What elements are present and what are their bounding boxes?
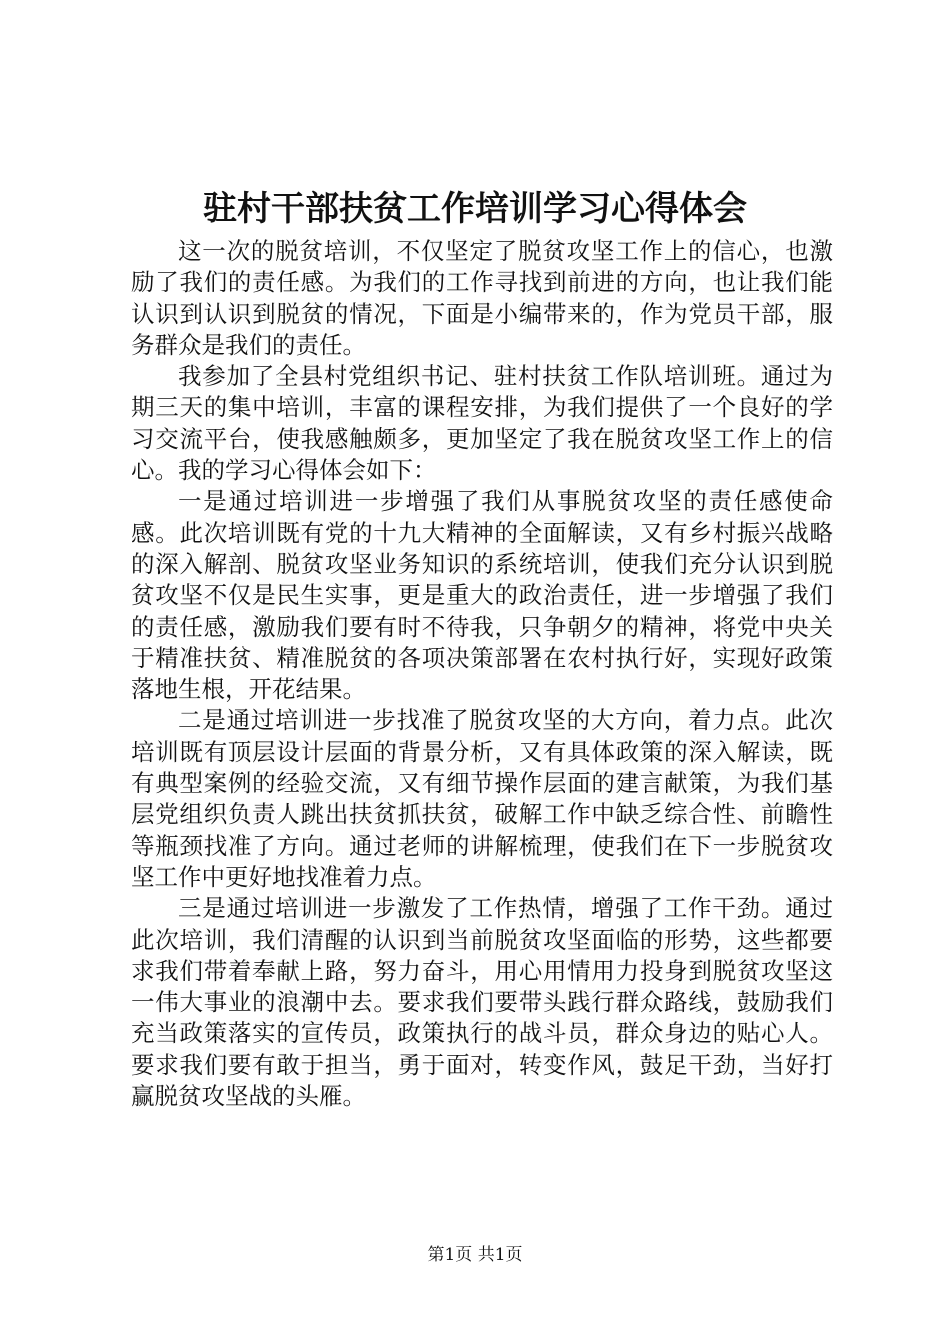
paragraph-point-three: 三是通过培训进一步激发了工作热情，增强了工作干劲。通过此次培训，我们清醒的认识到当前脱贫攻坚面临的形势，这些都要求我们带着奉献上路，努力奋斗，用心用情用力投身到脱贫攻坚这一伟大事业的浪潮中去。要求我们要带头践行群众路线，鼓励我们充当政策落实的宣传员，政策执行的战斗员，群众身边的贴心人。要求我们要有敢于担当，勇于面对，转变作风，鼓足干劲，当好打赢脱贫攻坚战的头雁。	[131, 894, 833, 1111]
paragraph-point-two: 二是通过培训进一步找准了脱贫攻坚的大方向，着力点。此次培训既有顶层设计层面的背景分析，又有具体政策的深入解读，既有典型案例的经验交流，又有细节操作层面的建言献策，为我们基层党组织负责人跳出扶贫抓扶贫，破解工作中缺乏综合性、前瞻性等瓶颈找准了方向。通过老师的讲解梳理，使我们在下一步脱贫攻坚工作中更好地找准着力点。	[131, 706, 833, 891]
paragraph-point-one: 一是通过培训进一步增强了我们从事脱贫攻坚的责任感使命感。此次培训既有党的十九大精神的全面解读，又有乡村振兴战略的深入解剖、脱贫攻坚业务知识的系统培训，使我们充分认识到脱贫攻坚不仅是民生实事，更是重大的政治责任，进一步增强了我们的责任感，激励我们要有时不待我，只争朝夕的精神，将党中央关于精准扶贫、精准脱贫的各项决策部署在农村执行好，实现好政策落地生根，开花结果。	[131, 487, 833, 704]
paragraph-training: 我参加了全县村党组织书记、驻村扶贫工作队培训班。通过为期三天的集中培训，丰富的课程安排，为我们提供了一个良好的学习交流平台，使我感触颇多，更加坚定了我在脱贫攻坚工作上的信心。我的学习心得体会如下：	[131, 362, 833, 485]
paragraph-intro: 这一次的脱贫培训，不仅坚定了脱贫攻坚工作上的信心，也激励了我们的责任感。为我们的工作寻找到前进的方向，也让我们能认识到认识到脱贫的情况，下面是小编带来的，作为党员干部，服务群众是我们的责任。	[131, 237, 833, 359]
document-body	[131, 236, 833, 1112]
page-number-footer: 第1页 共1页	[427, 1245, 523, 1265]
document-title: 驻村干部扶贫工作培训学习心得体会	[203, 189, 747, 229]
